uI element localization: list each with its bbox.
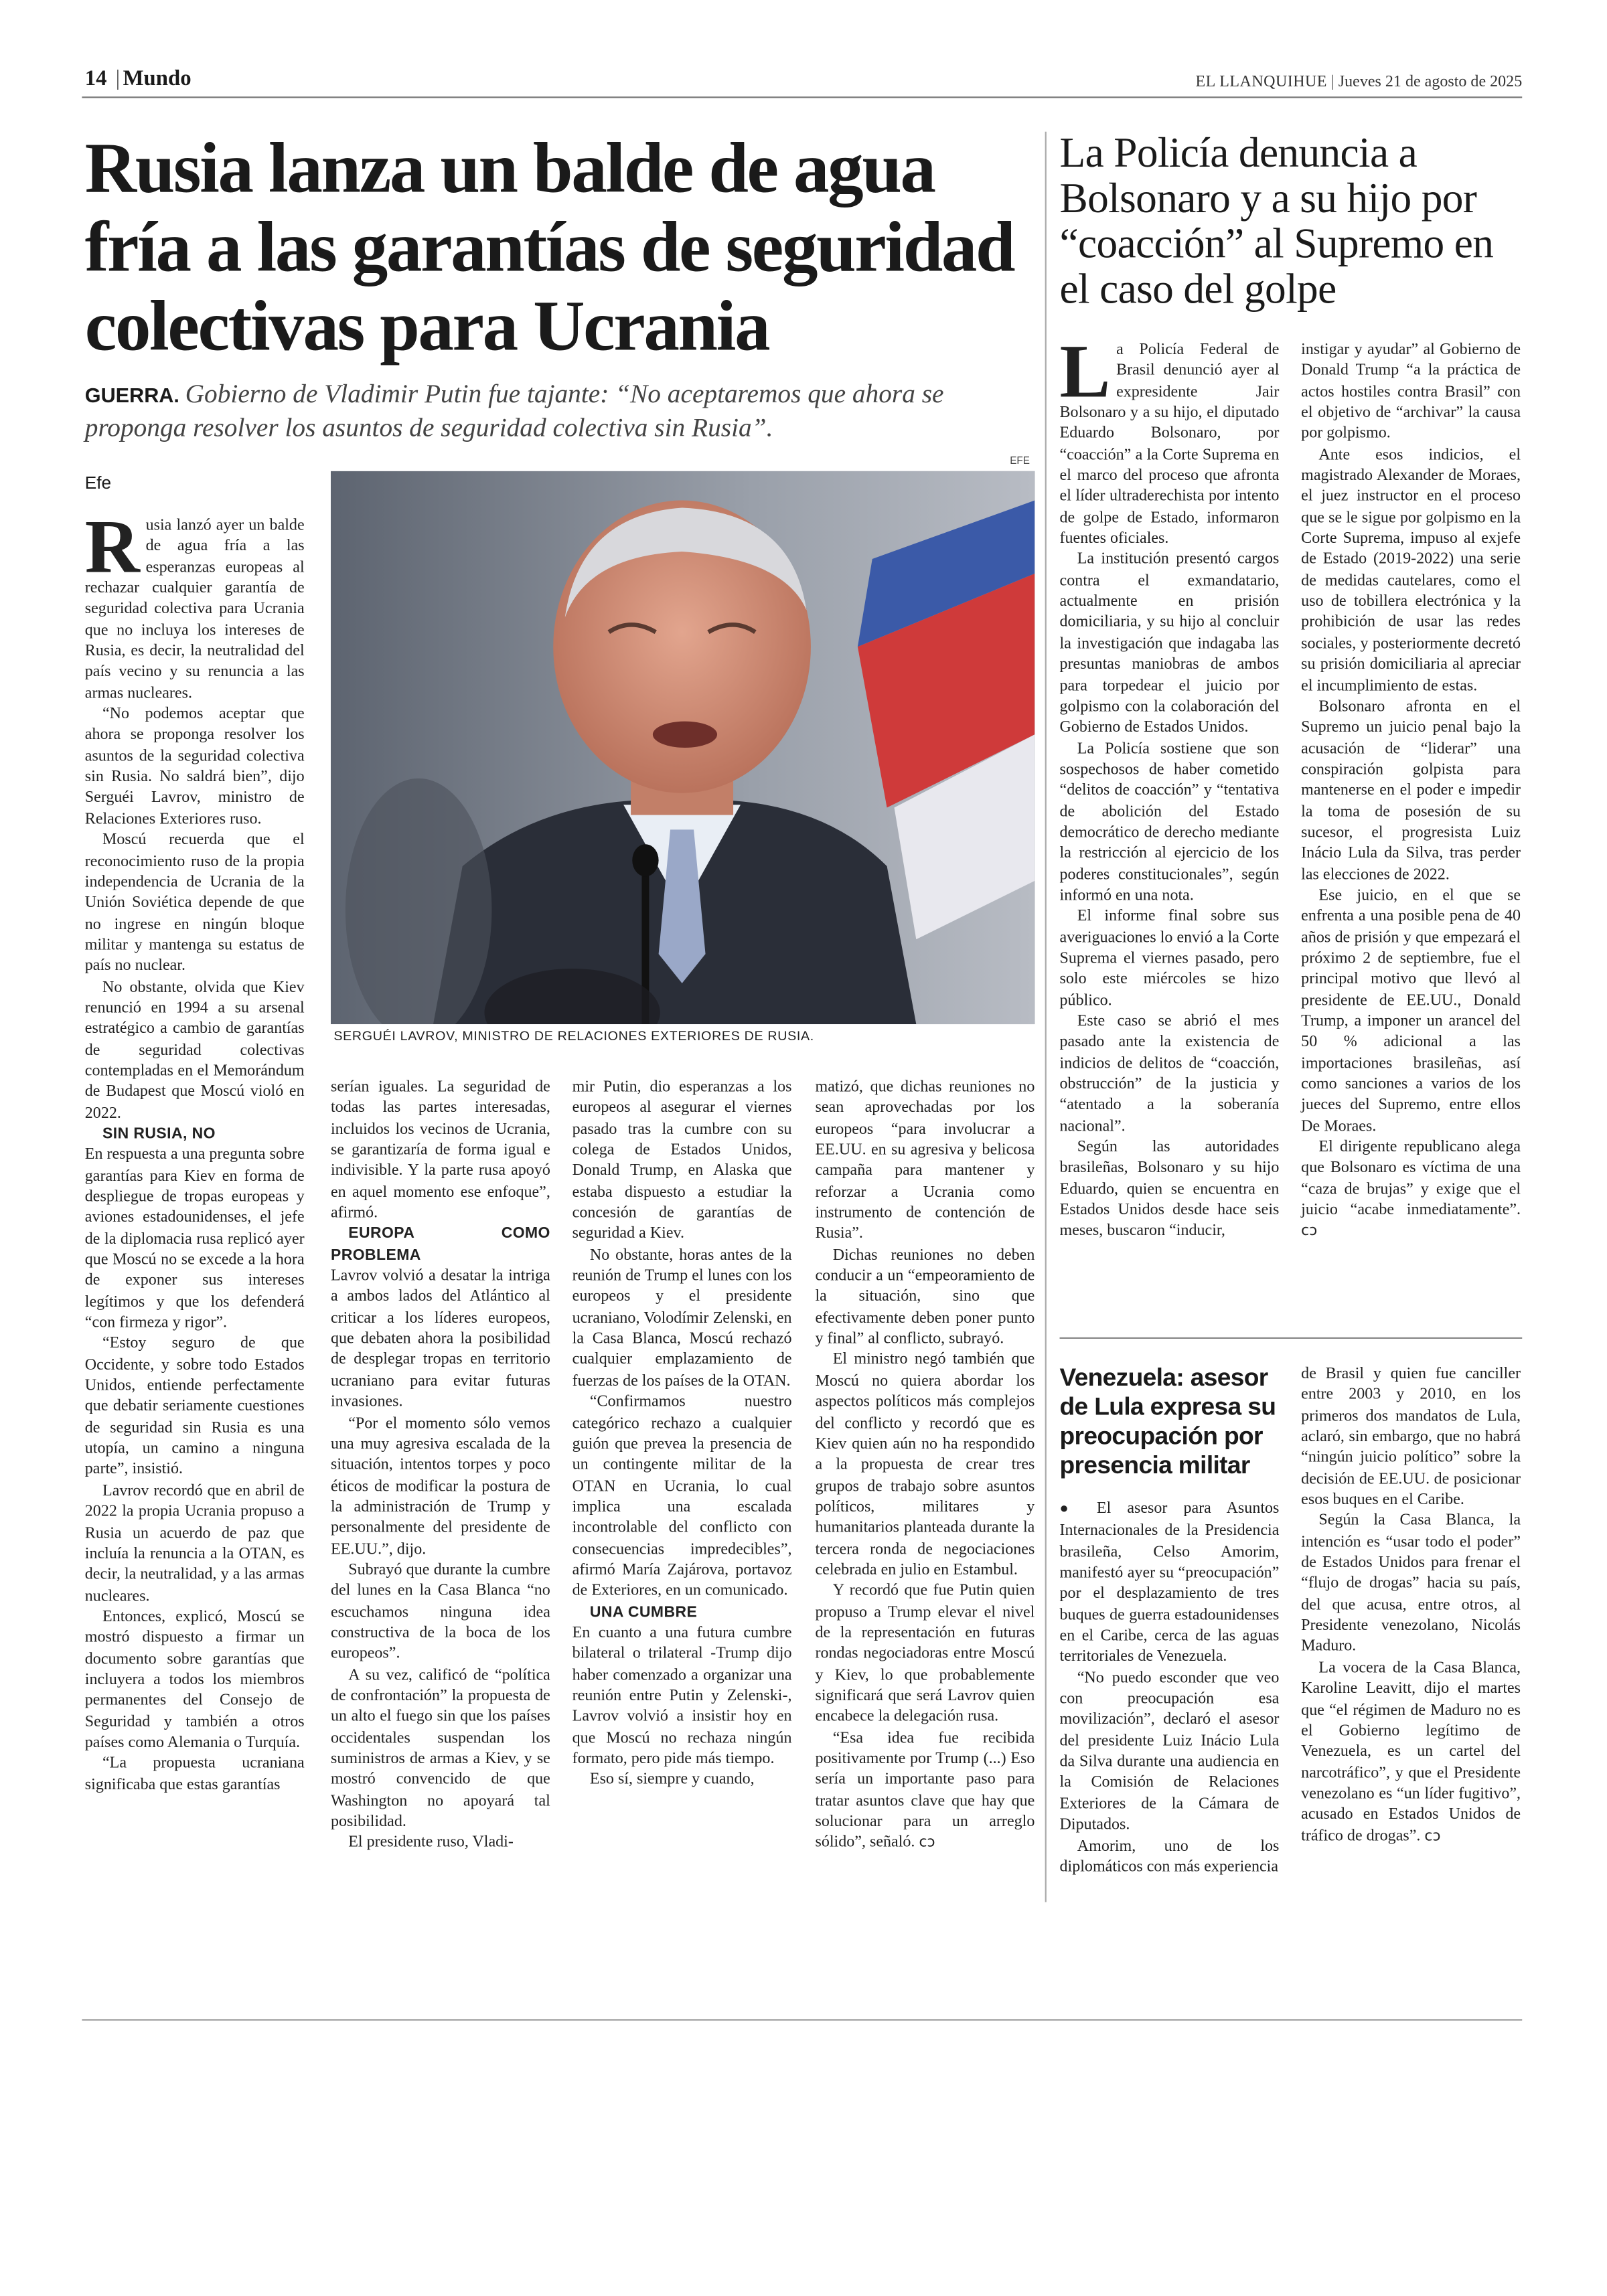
brief-col2-p2: Según la Casa Blanca, la intención es “usar todo el poder” de Estados Unidos para frenar el “flujo de drogas” hacia su país, del que acusa, entre otros, al Presidente venezolano, Nicolás Maduro. bbox=[1301, 1511, 1521, 1656]
main-col4-p1: matizó, que dichas reuniones no sean aprovechadas por los europeos “para involucrar a EE.UU. en su agresiva y belicosa campaña para mantener y reforzar a Ucrania como instrumento de contención de Rusia”. bbox=[815, 1078, 1035, 1243]
subhead-europa: EUROPA COMO PROBLEMA bbox=[330, 1225, 550, 1264]
side-column-2 bbox=[1301, 339, 1521, 1243]
brief-column-1 bbox=[1060, 1498, 1280, 1878]
main-col1-p4: No obstante, olvida que Kiev renunció en 1994 a su arsenal estratégico a cambio de garantías de seguridad colectivas contempladas en el Memorándum de Budapest que Moscú violó en 2022. bbox=[84, 978, 305, 1122]
newspaper-name: EL LLANQUIHUE bbox=[1195, 73, 1327, 91]
brief-col1-p3: Amorim, uno de los diplomáticos con más experiencia bbox=[1059, 1837, 1280, 1876]
brief-col1-p1-text: El asesor para Asuntos Internacionales de la Presidencia brasileña, Celso Amorim, manifestó ayer su “preocupación” por el desplazamiento de tres buques de guerra estadounidenses en el Caribe, cerca de las aguas territoriales de Venezuela. bbox=[1059, 1499, 1280, 1666]
photo-credit: EFE bbox=[1010, 456, 1030, 467]
brief-col1-p1 bbox=[1060, 1498, 1280, 1667]
side-col2-p1: instigar y ayudar” al Gobierno de Donald Trump “a la práctica de actos hostiles contra Brasil” con el objetivo de “archivar” la causa por golpismo. bbox=[1301, 341, 1521, 442]
main-col2-p1: serían iguales. La seguridad de todas las partes interesadas, incluidos los vecinos de Ucrania, se garantizaría de forma igual e indivisible. Y la parte rusa apoyó en aquel momento ese enfoque”, afirmó. bbox=[330, 1078, 550, 1222]
end-mark-icon: cↄ bbox=[1301, 1224, 1318, 1240]
main-col2-p4: Subrayó que durante la cumbre del lunes en la Casa Blanca “no escuchamos ninguna idea constructiva de la boca de los europeos”. bbox=[330, 1561, 550, 1663]
main-col2-p6: El presidente ruso, Vladi- bbox=[348, 1833, 514, 1852]
main-column-3 bbox=[572, 1077, 792, 1791]
main-col3-p5: Eso sí, siempre y cuando, bbox=[589, 1771, 755, 1789]
brief-col1-p2: “No puedo esconder que veo con preocupación esa movilización”, declaró el asesor del presidente Luiz Inácio Lula da Silva durante una audiencia en la Comisión de Relaciones Exteriores de la Cámara de Diputados. bbox=[1059, 1669, 1280, 1834]
side-col2-p5-text: El dirigente republicano alega que Bolsonaro es víctima de una “caza de brujas” y exige que el juicio “acabe inmediatamente”. bbox=[1301, 1138, 1521, 1219]
header-rule bbox=[82, 96, 1522, 98]
issue-date: Jueves 21 de agosto de 2025 bbox=[1338, 73, 1523, 91]
page-number: 14 bbox=[84, 67, 107, 91]
main-col2-p5: A su vez, calificó de “política de confrontación” la propuesta de un alto el fuego sin que los países occidentales suspendan los suministros de armas a Kiev, y se mostró convencido de que Washington no apoyará tal posibilidad. bbox=[330, 1665, 550, 1831]
side-col2-p3: Bolsonaro afronta en el Supremo un juicio penal bajo la acusación de “liderar” una conspiración golpista para mantenerse en el poder e impedir la toma de posesión de su sucesor, el progresista Luiz Inácio Lula da Silva, tras perder las elecciones de 2022. bbox=[1301, 698, 1521, 884]
dek-text: Gobierno de Vladimir Putin fue tajante: “No aceptaremos que ahora se proponga resolver los asuntos de seguridad colectiva sin Rusia”. bbox=[84, 379, 944, 442]
side-column-1 bbox=[1059, 330, 1280, 1242]
byline: Efe bbox=[84, 473, 112, 493]
main-col1-p3: Moscú recuerda que el reconocimiento ruso de la propia independencia de Ucrania de la Unión Soviética depende de que no ingrese en ningún bloque militar y mantenga su estatus de país no nuclear. bbox=[84, 831, 305, 975]
side-drop-cap: L bbox=[1059, 330, 1111, 414]
main-col4-p3: El ministro negó también que Moscú no quiera abordar los aspectos políticos más complejos del conflicto y recordó que es Kiev quien aún no ha respondido a la propuesta de crear tres grupos de trabajo sobre asuntos políticos, militares y humanitarios planteada durante la tercera ronda de negociaciones celebrada en julio en Estambul. bbox=[815, 1351, 1035, 1579]
bottom-rule bbox=[82, 2019, 1522, 2020]
main-col1-p9: “La propuesta ucraniana significaba que estas garantías bbox=[84, 1754, 305, 1793]
side-col1-p1 bbox=[1059, 330, 1280, 550]
dateline-separator: | bbox=[1330, 73, 1334, 91]
main-col3-p1: mir Putin, dio esperanzas a los europeos al asegurar el viernes pasado tras la cumbre con su colega de Estados Unidos, Donald Trump, en Alaska que estaba dispuesto a estudiar la concesión de garantías de seguridad a Kiev. bbox=[572, 1078, 792, 1243]
column-divider bbox=[1045, 132, 1047, 1902]
main-column-1 bbox=[84, 506, 305, 1795]
side-col1-p3: La Policía sostiene que son sospechosos de haber cometido “delitos de coacción” y “tentativa de abolición del Estado democrático de derecho mediante la restricción al ejercicio de los poderes constitucionales”, según informó en una nota. bbox=[1059, 739, 1280, 904]
main-col2-p3: “Por el momento sólo vemos una muy agresiva escalada de la situación, intentos torpes y poco éticos de modificar la postura de la administración de Trump y personalmente del presidente de EE.UU.”, dijo. bbox=[330, 1414, 550, 1558]
brief-col2-p3-text: La vocera de la Casa Blanca, Karoline Leavitt, dijo el martes que “el régimen de Maduro no es el Gobierno legítimo de Venezuela, es un cartel del narcotráfico”, y que el Presidente venezolano es “un líder fugitivo”, acusado en Estados Unidos de tráfico de drogas”. bbox=[1301, 1659, 1521, 1845]
photo-caption: SERGUÉI LAVROV, MINISTRO DE RELACIONES EXTERIORES DE RUSIA. bbox=[333, 1028, 814, 1044]
brief-headline: Venezuela: asesor de Lula expresa su preocupación por presencia militar bbox=[1059, 1364, 1276, 1479]
brief-rule bbox=[1060, 1337, 1523, 1339]
brief-col2-p1: de Brasil y quien fue canciller entre 2003 y 2010, en los primeros dos mandatos de Lula, aclaró, sin embargo, que no habrá “ningún juicio político” sobre la decisión de EE.UU. de posicionar esos buques en el Caribe. bbox=[1301, 1365, 1521, 1509]
side-headline: La Policía denuncia a Bolsonaro y a su hijo por “coacción” al Supremo en el caso del golpe bbox=[1059, 130, 1494, 313]
main-column-4 bbox=[815, 1077, 1035, 1855]
header-separator: | bbox=[115, 67, 121, 91]
end-mark-icon: cↄ bbox=[919, 1835, 935, 1852]
subhead-una-cumbre: UNA CUMBRE bbox=[589, 1603, 698, 1621]
brief-column-2 bbox=[1301, 1364, 1521, 1848]
side-col1-p1-text: a Policía Federal de Brasil denunció ayer al expresidente Jair Bolsonaro y a su hijo, el diputado Eduardo Bolsonaro, por “coacción” a la Corte Suprema en el marco del proceso que afronta el líder ultraderechista por intento de golpe de Estado, informaron fuentes oficiales. bbox=[1059, 341, 1280, 548]
main-col4-p2: Dichas reuniones no deben conducir a un “empeoramiento de la situación, sino que efectivamente deben poner punto y final” al conflicto, subrayó. bbox=[815, 1246, 1035, 1348]
dek-kicker: GUERRA. bbox=[84, 383, 179, 407]
main-dek bbox=[85, 378, 1022, 443]
brief-col2-p3 bbox=[1301, 1657, 1521, 1848]
section-name: Mundo bbox=[123, 67, 192, 91]
end-mark-icon: cↄ bbox=[1424, 1828, 1441, 1845]
main-col1-p6: “Estoy seguro de que Occidente, y sobre todo Estados Unidos, entiende perfectamente que debatir seriamente cuestiones de seguridad sin Rusia es una utopía, un camino a ninguna parte”, insistió. bbox=[84, 1335, 305, 1479]
main-col1-p1 bbox=[84, 506, 305, 704]
main-col1-p1-text: usia lanzó ayer un balde de agua fría a las esperanzas europeas al rechazar cualquier garantía de seguridad colectiva para Ucrania que no incluya los intereses de Rusia, es decir, la neutralidad del país vecino y su renuncia a las armas nucleares. bbox=[84, 516, 305, 702]
lavrov-photo bbox=[331, 471, 1035, 1024]
side-col1-p6: Según las autoridades brasileñas, Bolsonaro y su hijo Eduardo, quien se encuentra en Estados Unidos desde hace seis meses, buscaron “inducir, bbox=[1059, 1138, 1280, 1240]
main-col1-p7: Lavrov recordó que en abril de 2022 la propia Ucrania propuso a Rusia un acuerdo de paz que incluía la renuncia a la OTAN, es decir, la neutralidad, y a las armas nucleares. bbox=[84, 1481, 305, 1605]
side-col2-p5 bbox=[1301, 1137, 1521, 1244]
main-column-2 bbox=[331, 1077, 550, 1854]
main-col3-p2: No obstante, horas antes de la reunión de Trump el lunes con los europeos y el presidente ucraniano, Volodímir Zelenski, en la Casa Blanca, Moscú rechazó cualquier emplazamiento de fuerzas de los países de la OTAN. bbox=[572, 1246, 792, 1390]
main-headline: Rusia lanza un balde de agua fría a las garantías de seguridad colectivas para Ucrania bbox=[84, 127, 1014, 366]
main-col1-p2: “No podemos aceptar que ahora se proponga resolver los asuntos de la seguridad colectiva sin Rusia. No saldrá bien”, dijo Serguéi Lavrov, ministro de Relaciones Exteriores ruso. bbox=[84, 705, 305, 828]
main-col2-p2: Lavrov volvió a desatar la intriga a ambos lados del Atlántico al criticar a los líderes europeos, que debaten ahora la posibilidad de desplegar tropas en territorio ucraniano para evitar futuras invasiones. bbox=[330, 1267, 550, 1411]
bullet-icon: ● bbox=[1059, 1501, 1081, 1518]
main-col3-p3: “Confirmamos nuestro categórico rechazo a cualquier guión que prevea la presencia de un contingente militar de la OTAN en Ucrania, lo cual implica una escalada incontrolable del conflicto con consecuencias impredecibles”, afirmó María Zajárova, portavoz de Exteriores, en un comunicado. bbox=[572, 1393, 792, 1600]
side-col1-p2: La institución presentó cargos contra el exmandatario, actualmente en prisión domiciliaria, y su hijo al concluir la investigación que indagaba las presuntas maniobras de ambos para torpedear el juicio por golpismo con la colaboración del Gobierno de Estados Unidos. bbox=[1059, 550, 1280, 736]
side-col2-p2: Ante esos indicios, el magistrado Alexander de Moraes, el juez instructor en el proceso que se le sigue por golpismo en la Corte Suprema, impuso al exjefe de Estado (2019-2022) una serie de medidas cautelares, como el uso de tobillera electrónica y la prohibición de usar las redes sociales, y posteriormente decretó su prisión domiciliaria al apreciar el incumplimiento de estas. bbox=[1301, 446, 1521, 695]
main-col4-p4: Y recordó que fue Putin quien propuso a Trump elevar el nivel de la representación en futuras rondas negociadoras entre Moscú y Kiev, lo que probablemente significará que será Lavrov quien encabece la delegación rusa. bbox=[815, 1582, 1035, 1726]
side-col2-p4: Ese juicio, en el que se enfrenta a una posible pena de 40 años de prisión y que empezará el próximo 2 de septiembre, fue el principal motivo que llevó al presidente de EE.UU., Donald Trump, a imponer un arancel del 50 % adicional a las importaciones brasileñas, así como sanciones a varios de los jueces del Supremo, entre ellos De Moraes. bbox=[1301, 886, 1521, 1135]
main-drop-cap: R bbox=[84, 506, 140, 590]
lavrov-photo-illustration bbox=[331, 471, 1035, 1024]
side-col1-p4: El informe final sobre sus averiguaciones lo envió a la Corte Suprema el viernes pasado, pero solo este miércoles se hizo público. bbox=[1059, 907, 1280, 1009]
main-col4-p5-text: “Esa idea fue recibida positivamente por Trump (...) Eso sería un importante paso para tratar asuntos clave que hay que solucionar para un arreglo sólido”, señaló. bbox=[815, 1728, 1035, 1852]
subhead-sin-rusia: SIN RUSIA, NO bbox=[102, 1125, 216, 1143]
main-col3-p4: En cuanto a una futura cumbre bilateral o trilateral -Trump dijo haber comenzado a organizar una reunión entre Putin y Zelenski-, Lavrov volvió a insistir hoy en que Moscú no rechaza ningún formato, pero pide más tiempo. bbox=[572, 1624, 792, 1768]
main-col4-p5 bbox=[815, 1728, 1035, 1855]
side-col1-p5: Este caso se abrió el mes pasado ante la existencia de indicios de delitos de “coacción, obstrucción” de la justicia y “atentado a la soberanía nacional”. bbox=[1059, 1012, 1280, 1135]
main-col1-p8: Entonces, explicó, Moscú se mostró dispuesto a firmar un documento sobre garantías que incluyera a todos los miembros permanentes del Consejo de Seguridad y también a otros países como Alemania o Turquía. bbox=[84, 1607, 305, 1752]
main-col1-p5: En respuesta a una pregunta sobre garantías para Kiev en forma de despliegue de tropas europeas y aviones estadounidenses, el jefe de la diplomacia rusa replicó ayer que Moscú no se excede a la hora de exponer sus intereses legítimos y que los defenderá “con firmeza y rigor”. bbox=[84, 1146, 305, 1332]
